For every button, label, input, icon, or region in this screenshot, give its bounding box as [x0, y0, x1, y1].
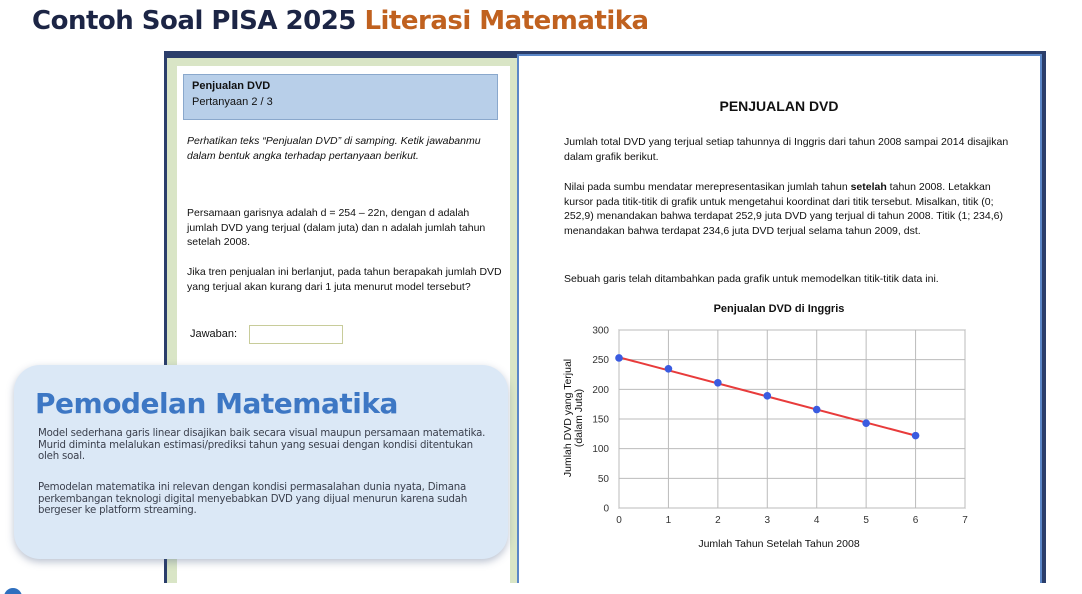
chart-data-point [665, 365, 673, 373]
explanation-paragraph-2: Pemodelan matematika ini relevan dengan kondisi permasalahan dunia nyata, Dimana perkembangan teknologi digital menyebabkan DVD yang dijual menurun karena sudah bergeser ke platform streaming. [38, 482, 468, 516]
explanation-title: Pemodelan Matematika [35, 387, 398, 420]
question-number: Pertanyaan 2 / 3 [192, 96, 273, 108]
chart-y-tick-label: 250 [592, 355, 609, 367]
stimulus-paragraph-2 [564, 180, 1009, 238]
answer-input[interactable] [249, 325, 343, 344]
chart-x-tick-label: 6 [912, 515, 919, 526]
chart-data-point [615, 354, 623, 362]
chart-y-axis-label: Jumlah DVD yang Terjual [562, 358, 574, 478]
chart-x-tick-label: 5 [863, 515, 869, 526]
chart-data-point [912, 432, 920, 440]
chart-x-tick-label: 7 [962, 515, 968, 526]
stimulus-paragraph-2-end: tahun 2008. Letakkan kursor pada titik-titik di grafik untuk mengetahui koordinat dari titik tersebut. Misalkan, titik (0; 252,9) menandakan bahwa terdapat 252,9 juta DVD yang terjual di tahun 2008. Titik (1; 234,6) menandakan bahwa terdapat 234,6 juta DVD terjual selama tahun 2009, dst. [564, 181, 1003, 237]
chart-y-tick-label: 300 [592, 325, 609, 337]
stimulus-paragraph-1: Jumlah total DVD yang terjual setiap tahunnya di Inggris dari tahun 2008 sampai 2014 disajikan dalam grafik berikut. [564, 136, 1009, 163]
chart-data-point [813, 406, 821, 414]
explanation-paragraph-1: Model sederhana garis linear disajikan baik secara visual maupun persamaan matematika. Murid diminta melalukan estimasi/prediksi tahun yang sesuai dengan kondisi ditentukan oleh soal. [38, 428, 486, 462]
slide-title [32, 6, 649, 36]
chart-x-tick-label: 0 [616, 515, 622, 526]
question-title: Penjualan DVD [192, 80, 271, 92]
equation-text: Persamaan garisnya adalah d = 254 – 22n, dengan d adalah jumlah DVD yang terjual (dalam juta) dan n adalah jumlah tahun setelah 2008. [187, 207, 486, 248]
dvd-sales-chart [555, 298, 995, 558]
stimulus-paragraph-2-bold: setelah [850, 181, 887, 193]
chart-x-tick-label: 1 [665, 515, 672, 526]
chart-canvas [555, 298, 995, 558]
slide-title-main: Contoh Soal PISA 2025 [32, 6, 365, 36]
stimulus-paragraph-3: Sebuah garis telah ditambahkan pada grafik untuk memodelkan titik-titik data ini. [564, 273, 939, 285]
chart-x-axis-label: Jumlah Tahun Setelah Tahun 2008 [698, 538, 860, 550]
question-text: Jika tren penjualan ini berlanjut, pada tahun berapakah jumlah DVD yang terjual akan kurang dari 1 juta menurut model tersebut? [187, 266, 502, 293]
chart-y-tick-label: 0 [603, 503, 609, 515]
chart-y-tick-label: 50 [597, 473, 609, 485]
chart-data-point [714, 379, 722, 387]
chart-y-tick-label: 100 [592, 444, 609, 456]
chart-y-tick-label: 200 [592, 384, 609, 396]
stimulus-title: PENJUALAN DVD [719, 98, 839, 114]
chart-title: Penjualan DVD di Inggris [713, 303, 845, 315]
question-header [183, 74, 498, 120]
chart-data-point [763, 392, 771, 400]
chart-data-point [862, 419, 870, 427]
corner-decoration [4, 588, 22, 594]
chart-y-axis-label-unit: (dalam Juta) [573, 388, 585, 448]
stimulus-paragraph-2-start: Nilai pada sumbu mendatar merepresentasikan jumlah tahun [564, 181, 851, 193]
chart-grid [619, 330, 965, 508]
chart-x-tick-label: 2 [715, 515, 721, 526]
answer-label: Jawaban: [190, 328, 238, 340]
chart-y-tick-label: 150 [592, 414, 609, 426]
slide-title-highlight: Literasi Matematika [364, 6, 649, 36]
chart-x-tick-label: 3 [764, 515, 771, 526]
question-instruction: Perhatikan teks “Penjualan DVD” di samping. Ketik jawabanmu dalam bentuk angka terhadap pertanyaan berikut. [187, 135, 481, 162]
chart-x-tick-label: 4 [813, 515, 820, 526]
